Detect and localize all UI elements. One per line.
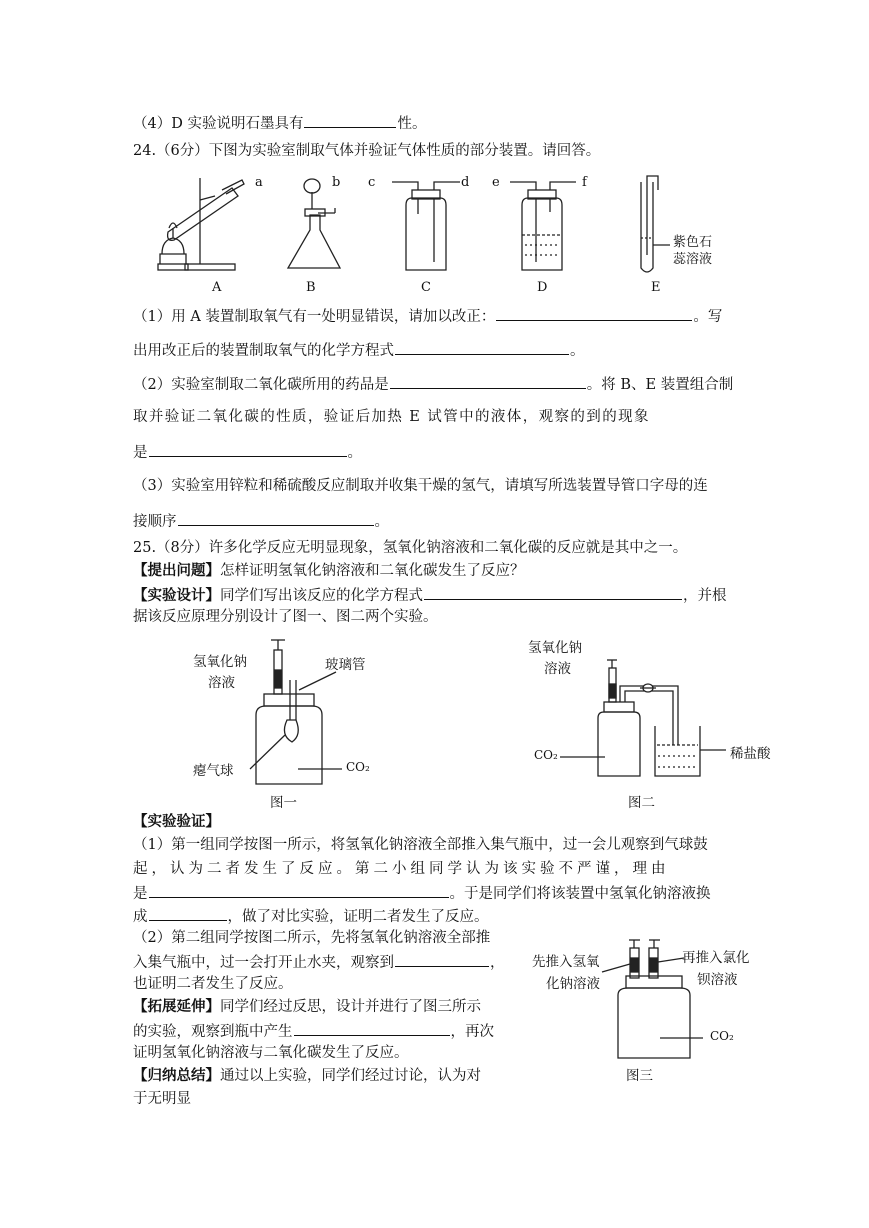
answer-blank[interactable] (496, 306, 692, 321)
port-label-c: c (368, 175, 376, 190)
apparatus-a-base (185, 264, 235, 270)
fig3-right-label-2: 钡溶液 (697, 972, 738, 988)
fig1-co2-label: CO₂ (346, 760, 370, 774)
fig3-left-label-1: 先推入氢氧 (532, 954, 600, 970)
fig2-hcl-label: 稀盐酸 (730, 746, 771, 762)
apparatus-e-test-tube (641, 182, 653, 272)
fig2-co2-label: CO₂ (534, 748, 558, 762)
apparatus-label-a: A (212, 280, 222, 295)
alcohol-lamp (160, 254, 186, 264)
q25-v1-line3: 是 。于是同学们将该装置中氢氧化钠溶液换 (133, 883, 711, 903)
q25-v2-line2: 入集气瓶中，过一会打开止水夹，观察到 ， (133, 952, 505, 972)
q24-p3-line1: （3）实验室用锌粒和稀硫酸反应制取并收集干燥的氢气，请填写所选装置导管口字母的连 (133, 478, 708, 494)
apparatus-label-c: C (421, 280, 431, 295)
q24-p2-line3: 是 。 (133, 442, 362, 462)
fig1-caption: 图一 (270, 795, 297, 811)
port-label-f: f (582, 175, 587, 190)
answer-blank[interactable] (304, 113, 396, 128)
apparatus-label-d: D (537, 280, 548, 295)
port-label-d: d (461, 175, 470, 190)
q24-p2-line2: 取并验证二氧化碳的性质，验证后加热 E 试管中的液体，观察的到的现象 (133, 409, 650, 425)
fig3-left-label-2: 化钠溶液 (546, 976, 600, 992)
q25-sum-line1: 【归纳总结】通过以上实验，同学们经过讨论，认为对 (133, 1067, 481, 1084)
q25-v1-line4: 成 ，做了对比实验，证明二者发生了反应。 (133, 906, 489, 926)
q25-ext-line1: 【拓展延伸】同学们经过反思，设计并进行了图三所示 (133, 998, 481, 1015)
apparatus-c-bottle (406, 198, 446, 270)
answer-blank[interactable] (395, 340, 569, 355)
q25-ext-line2: 的实验，观察到瓶中产生 ，再次 (133, 1021, 494, 1041)
answer-blank[interactable] (149, 883, 449, 898)
fig1-naoh-label-1: 氢氧化钠 (193, 654, 247, 670)
fig1-naoh-label-2: 溶液 (208, 675, 235, 691)
q25-v1-line2: 起，认为二者发生了反应。第二小组同学认为该实验不严谨，理由 (133, 861, 670, 877)
fig3-co2-label: CO₂ (710, 1029, 734, 1043)
apparatus-a-test-tube (168, 188, 238, 240)
fig1-tube-label: 玻璃管 (325, 657, 366, 673)
fig2-naoh-label-1: 氢氧化钠 (528, 640, 582, 656)
port-label-a: a (255, 175, 263, 190)
fig1-balloon-label: 瘪气球 (193, 763, 234, 779)
port-label-b: b (332, 175, 341, 190)
fig2-caption: 图二 (628, 795, 655, 811)
q25-ext-line3: 证明氢氧化钠溶液与二氧化碳发生了反应。 (133, 1045, 409, 1061)
q25-ask: 【提出问题】怎样证明氢氧化钠溶液和二氧化碳发生了反应？ (133, 562, 525, 579)
q24-p2-line1: （2）实验室制取二氧化碳所用的药品是 。将 B、E 装置组合制 (133, 374, 733, 394)
answer-blank[interactable] (424, 585, 682, 600)
q25-verify-tag: 【实验验证】 (133, 813, 220, 830)
q25-v1-line1: （1）第一组同学按图一所示，将氢氧化钠溶液全部推入集气瓶中，过一会儿观察到气球鼓 (133, 837, 708, 853)
q24-title: 24.（6分）下图为实验室制取气体并验证气体性质的部分装置。请回答。 (133, 143, 601, 159)
answer-blank[interactable] (390, 374, 586, 389)
q25-v2-line3: 也证明二者发生了反应。 (133, 976, 293, 992)
answer-blank[interactable] (149, 442, 347, 457)
q25-sum-line2: 于无明显 (133, 1091, 191, 1107)
answer-blank[interactable] (395, 952, 489, 967)
q25-v2-line1: （2）第二组同学按图二所示，先将氢氧化钠溶液全部推 (133, 930, 491, 946)
answer-blank[interactable] (149, 906, 227, 921)
port-label-e: e (492, 175, 500, 190)
apparatus-b-flask (288, 215, 340, 268)
apparatus-label-b: B (306, 280, 316, 295)
litmus-label-1: 紫色石 (673, 235, 713, 250)
litmus-label-2: 蕊溶液 (673, 252, 713, 267)
q23-4-line: （4）D 实验说明石墨具有 性。 (133, 113, 426, 133)
q25-design-line2: 据该反应原理分别设计了图一、图二两个实验。 (133, 609, 438, 625)
fig3-caption: 图三 (626, 1068, 653, 1084)
q24-p1-line1: （1）用 A 装置制取氧气有一处明显错误，请加以改正： 。写 (133, 306, 722, 326)
apparatus-d-bottle (522, 198, 562, 270)
q24-p1-line2: 出用改正后的装置制取氧气的化学方程式 。 (133, 340, 585, 360)
answer-blank[interactable] (294, 1021, 450, 1036)
apparatus-label-e: E (651, 280, 661, 295)
figure-2-drawing (560, 660, 726, 776)
answer-blank[interactable] (178, 511, 374, 526)
q24-p3-line2: 接顺序 。 (133, 511, 389, 531)
fig2-naoh-label-2: 溶液 (544, 661, 571, 677)
fig3-right-label-1: 再推入氯化 (682, 950, 750, 966)
q25-design-line1: 【实验设计】同学们写出该反应的化学方程式 ，并根 (133, 587, 727, 604)
q25-title: 25.（8分）许多化学反应无明显现象，氢氧化钠溶液和二氧化碳的反应就是其中之一。 (133, 540, 688, 556)
